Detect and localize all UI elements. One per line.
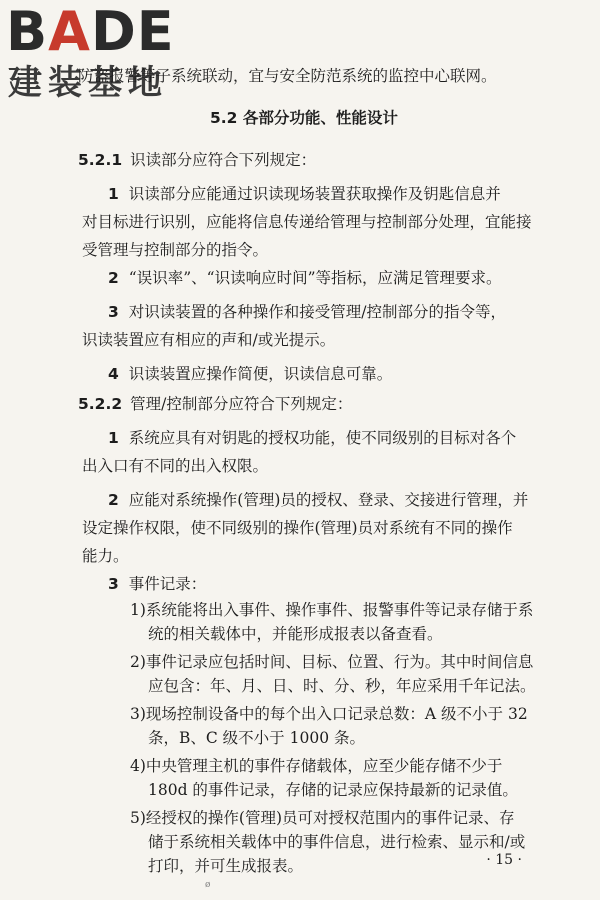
subitem-1: 1)系统能将出入事件、操作事件、报警事件等记录存储于系 <box>130 601 534 619</box>
clause-5-2-1 <box>78 150 316 170</box>
text-line: 识读装置应有相应的声和/或光提示。 <box>82 331 336 349</box>
item-2 <box>108 268 502 288</box>
text-line: 180d 的事件记录，存储的记录应保持最新的记录值。 <box>148 781 518 799</box>
item-4 <box>108 364 392 384</box>
text-line: 受管理与控制部分的指令。 <box>82 241 269 259</box>
item-3 <box>108 574 206 594</box>
item-text: 事件记录： <box>128 575 207 593</box>
bade-watermark-logo <box>6 0 176 104</box>
logo-cjk-text: 建装基地 <box>8 63 168 103</box>
subitem-3: 3)现场控制设备中的每个出入口记录总数：A 级不小于 32 <box>130 705 528 723</box>
item-text: “误识率”、“识读响应时间”等指标，应满足管理要求。 <box>128 269 502 287</box>
item-1 <box>108 428 516 448</box>
item-2 <box>108 490 528 510</box>
item-number: 2 <box>108 491 119 509</box>
section-heading: 5.2 各部分功能、性能设计 <box>210 109 398 127</box>
item-1 <box>108 184 501 204</box>
item-text: 识读装置应操作简便，识读信息可靠。 <box>128 365 393 383</box>
footer-mark: ø <box>205 880 211 890</box>
item-3 <box>108 302 506 322</box>
item-number: 3 <box>108 575 119 593</box>
subitem-2: 2)事件记录应包括时间、目标、位置、行为。其中时间信息 <box>130 653 534 671</box>
text-line: 储于系统相关载体中的事件信息，进行检索、显示和/或 <box>148 833 526 851</box>
text-line: 出入口有不同的出入权限。 <box>82 457 269 475</box>
item-text: 对识读装置的各种操作和接受管理/控制部分的指令等， <box>128 303 507 321</box>
text-line: 防盗报警等子系统联动，宜与安全防范系统的监控中心联网。 <box>78 67 497 85</box>
clause-number: 5.2.1 <box>78 151 123 169</box>
text-line: 能力。 <box>82 547 129 565</box>
page-number: · 15 · <box>486 852 522 868</box>
item-text: 系统应具有对钥匙的授权功能，使不同级别的目标对各个 <box>128 429 517 447</box>
item-number: 3 <box>108 303 119 321</box>
text-line: 应包含：年、月、日、时、分、秒，年应采用千年记法。 <box>148 677 536 695</box>
item-text: 应能对系统操作(管理)员的授权、登录、交接进行管理，并 <box>128 491 529 509</box>
item-number: 1 <box>108 185 119 203</box>
item-number: 2 <box>108 269 119 287</box>
text-line: 设定操作权限，使不同级别的操作(管理)员对系统有不同的操作 <box>82 519 513 537</box>
item-text: 识读部分应能通过识读现场装置获取操作及钥匙信息并 <box>128 185 501 203</box>
logo-latin-text: BADE <box>6 0 175 63</box>
text-line: 条，B、C 级不小于 1000 条。 <box>148 729 365 747</box>
item-number: 4 <box>108 365 119 383</box>
subitem-4: 4)中央管理主机的事件存储载体，应至少能存储不少于 <box>130 757 503 775</box>
text-line: 对目标进行识别，应能将信息传递给管理与控制部分处理，宜能接 <box>82 213 532 231</box>
clause-number: 5.2.2 <box>78 395 123 413</box>
clause-text: 管理/控制部分应符合下列规定： <box>130 395 353 413</box>
subitem-5: 5)经授权的操作(管理)员可对授权范围内的事件记录、存 <box>130 809 515 827</box>
text-line: 统的相关载体中，并能形成报表以备查看。 <box>148 625 443 643</box>
text-line: 打印，并可生成报表。 <box>148 857 304 875</box>
clause-text: 识读部分应符合下列规定： <box>130 151 317 169</box>
item-number: 1 <box>108 429 119 447</box>
clause-5-2-2 <box>78 394 352 414</box>
